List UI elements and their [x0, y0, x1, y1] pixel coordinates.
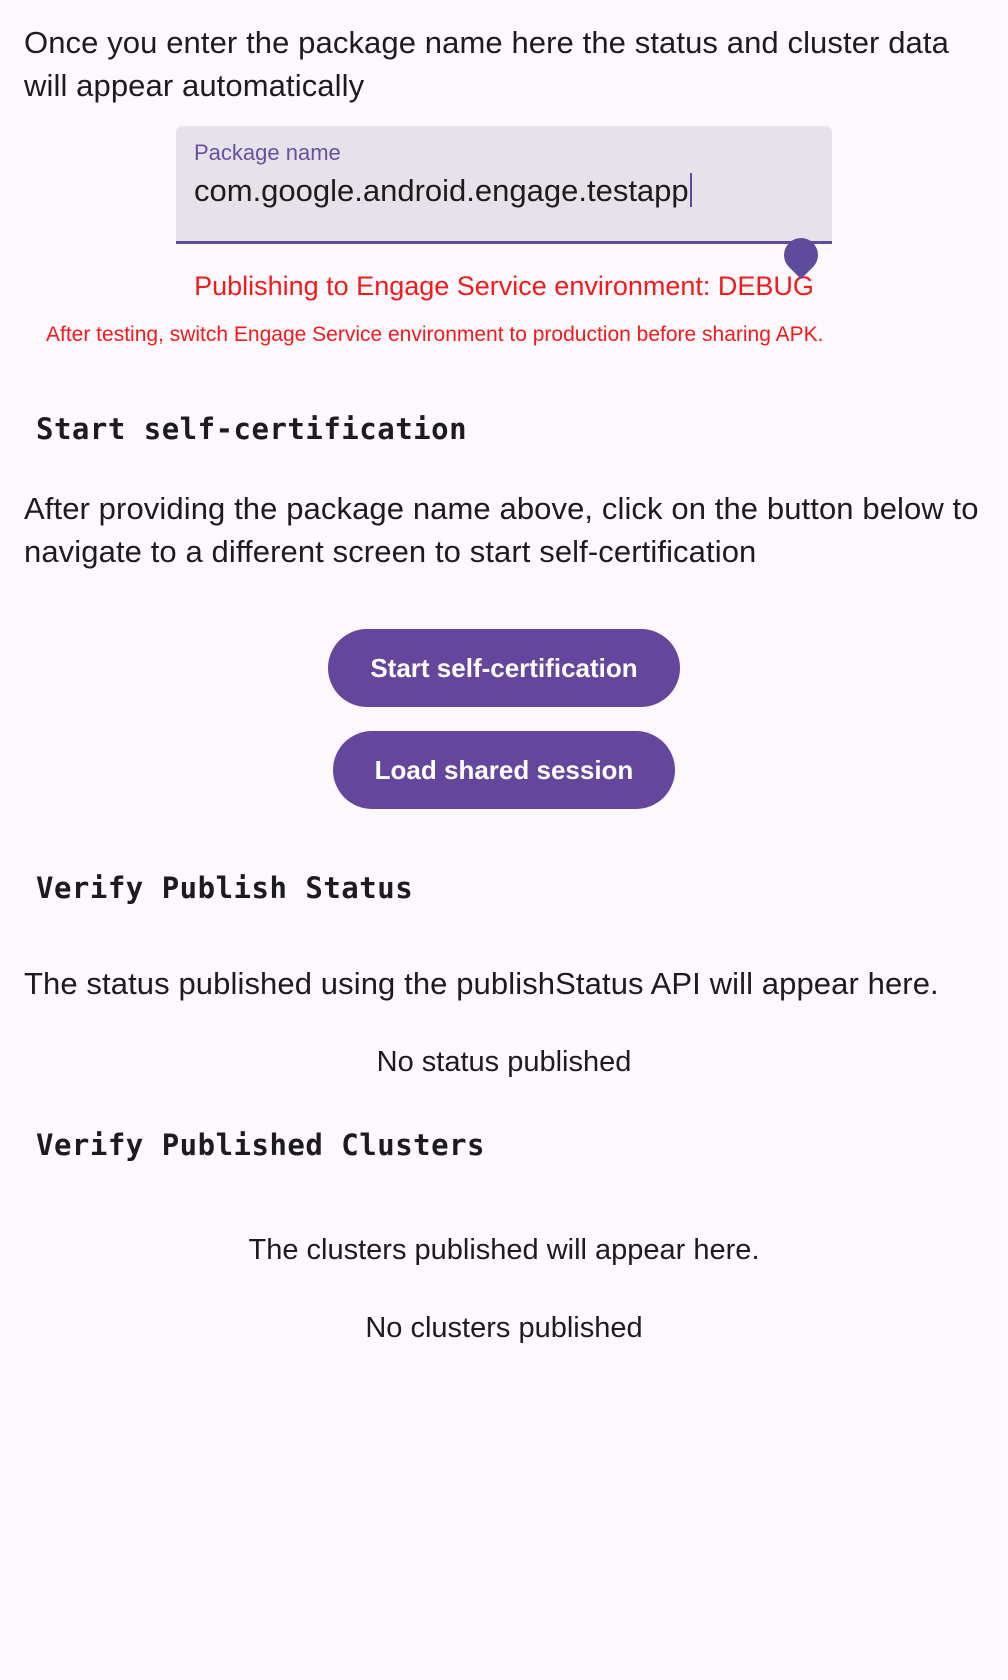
package-name-input[interactable]	[176, 126, 832, 244]
package-name-field-wrapper	[176, 126, 832, 244]
app-screen	[0, 22, 1008, 1680]
load-shared-session-button[interactable]: Load shared session	[333, 731, 676, 809]
start-self-certification-button[interactable]: Start self-certification	[328, 629, 679, 707]
self-certification-description: After providing the package name above, click on the button below to navigate to a different screen to start self-certification	[24, 490, 979, 569]
spacer	[24, 352, 984, 412]
publish-status-value: No status published	[376, 1046, 632, 1079]
package-name-value-row	[194, 172, 814, 209]
environment-warning-sub: After testing, switch Engage Service environment to production before sharing APK.	[46, 323, 824, 347]
published-clusters-description: The clusters published will appear here.	[248, 1233, 760, 1266]
section-header-self-certification: Start self-certification	[36, 411, 468, 446]
intro-text: Once you enter the package name here the status and cluster data will appear automatically	[24, 25, 949, 103]
environment-warning-main: Publishing to Engage Service environment: DEBUG	[194, 270, 814, 301]
published-clusters-value: No clusters published	[365, 1311, 643, 1344]
section-header-publish-status: Verify Publish Status	[36, 871, 414, 906]
text-cursor-icon	[690, 173, 692, 207]
package-name-label: Package name	[194, 139, 341, 165]
publish-status-description: The status published using the publishStatus API will appear here.	[24, 966, 939, 1002]
load-shared-session-row	[24, 731, 984, 809]
start-self-certification-row	[24, 629, 984, 707]
section-header-published-clusters: Verify Published Clusters	[36, 1127, 485, 1162]
package-name-value[interactable]: com.google.android.engage.testapp	[194, 172, 689, 208]
